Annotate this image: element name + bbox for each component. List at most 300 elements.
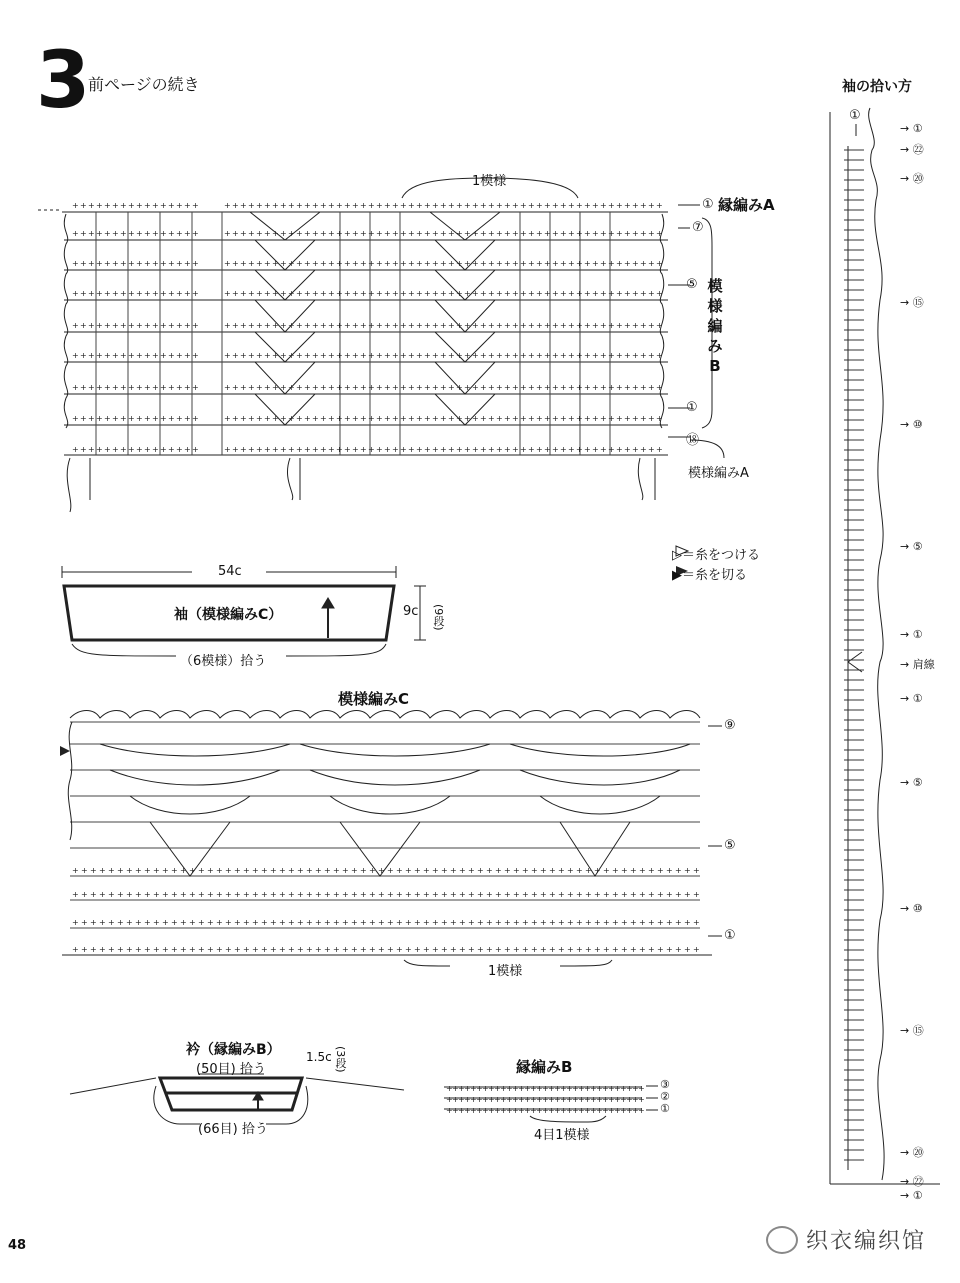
stitch-mark: + <box>368 259 375 268</box>
stitch-mark: + <box>90 945 97 954</box>
stitch-mark: + <box>360 259 367 268</box>
stitch-mark: + <box>168 201 175 210</box>
left-edge-chains <box>64 214 67 428</box>
stitch-mark: + <box>351 866 358 875</box>
stitch-mark: + <box>456 414 463 423</box>
stitch-mark: + <box>414 918 421 927</box>
stitch-mark: + <box>360 289 367 298</box>
stitch-mark: + <box>104 383 111 392</box>
stitch-mark: + <box>596 1084 603 1093</box>
stitch-mark: + <box>440 321 447 330</box>
stitch-mark: + <box>192 259 199 268</box>
stitch-mark: + <box>552 445 559 454</box>
stitch-mark: + <box>630 945 637 954</box>
stitch-mark: + <box>542 1106 549 1115</box>
stitch-mark: + <box>304 414 311 423</box>
stitch-mark: + <box>506 1084 513 1093</box>
stitch-mark: + <box>207 918 214 927</box>
stitch-mark: + <box>464 201 471 210</box>
stitch-mark: + <box>376 289 383 298</box>
stitch-mark: + <box>152 289 159 298</box>
stitch-mark: + <box>488 1106 495 1115</box>
stitch-mark: + <box>488 351 495 360</box>
stitch-mark: + <box>248 383 255 392</box>
sleeve-pickup-row-label: → ⑮ <box>900 296 924 309</box>
stitch-mark: + <box>608 351 615 360</box>
stitch-mark: + <box>261 918 268 927</box>
stitch-mark: + <box>144 383 151 392</box>
stitch-mark: + <box>264 321 271 330</box>
stitch-mark: + <box>80 414 87 423</box>
stitch-mark: + <box>560 383 567 392</box>
stitch-mark: + <box>152 445 159 454</box>
stitch-mark: + <box>368 321 375 330</box>
stitch-mark: + <box>552 259 559 268</box>
stitch-mark: + <box>513 866 520 875</box>
stitch-mark: + <box>648 414 655 423</box>
stitch-mark: + <box>152 383 159 392</box>
stitch-mark: + <box>296 321 303 330</box>
stitch-mark: + <box>120 321 127 330</box>
stitch-mark: + <box>136 259 143 268</box>
stitch-mark: + <box>144 321 151 330</box>
stitch-mark: + <box>584 259 591 268</box>
stitch-mark: + <box>560 229 567 238</box>
stitch-mark: + <box>536 1106 543 1115</box>
stitch-mark: + <box>120 351 127 360</box>
stitch-mark: + <box>328 383 335 392</box>
stitch-mark: + <box>592 229 599 238</box>
stitch-mark: + <box>486 945 493 954</box>
stitch-mark: + <box>270 866 277 875</box>
stitch-mark: + <box>128 321 135 330</box>
stitch-mark: + <box>312 259 319 268</box>
stitch-mark: + <box>584 321 591 330</box>
stitch-mark: + <box>90 918 97 927</box>
stitch-mark: + <box>448 351 455 360</box>
stitch-mark: + <box>184 321 191 330</box>
stitch-mark: + <box>112 445 119 454</box>
wechat-icon <box>766 1226 798 1254</box>
stitch-mark: + <box>472 414 479 423</box>
stitch-mark: + <box>160 259 167 268</box>
stitch-mark: + <box>572 1084 579 1093</box>
stitch-mark: + <box>624 259 631 268</box>
stitch-mark: + <box>482 1084 489 1093</box>
stitch-mark: + <box>192 383 199 392</box>
stitch-mark: + <box>352 383 359 392</box>
stitch-mark: + <box>620 1106 627 1115</box>
stitch-mark: + <box>446 1106 453 1115</box>
stitch-mark: + <box>280 351 287 360</box>
stitch-mark: + <box>656 229 663 238</box>
stitch-mark: + <box>248 229 255 238</box>
stitch-mark: + <box>544 414 551 423</box>
stitch-mark: + <box>614 1095 621 1104</box>
legend-attach: ▷＝糸をつける <box>672 548 760 563</box>
stitch-mark: + <box>112 351 119 360</box>
stitch-mark: + <box>506 1095 513 1104</box>
stitch-mark: + <box>256 201 263 210</box>
stitch-mark: + <box>648 866 655 875</box>
stitch-mark: + <box>135 945 142 954</box>
stitch-mark: + <box>544 201 551 210</box>
stitch-mark: + <box>352 445 359 454</box>
stitch-mark: + <box>441 918 448 927</box>
stitch-mark: + <box>472 351 479 360</box>
stitch-mark: + <box>603 918 610 927</box>
stitch-mark: + <box>112 289 119 298</box>
page-subtitle: 前ページの続き <box>88 75 200 94</box>
stitch-mark: + <box>522 918 529 927</box>
stitch-mark: + <box>603 890 610 899</box>
stitch-mark: + <box>666 866 673 875</box>
stitch-mark: + <box>304 383 311 392</box>
stitch-mark: + <box>144 414 151 423</box>
stitch-mark: + <box>224 321 231 330</box>
stitch-mark: + <box>632 445 639 454</box>
stitch-mark: + <box>585 945 592 954</box>
stitch-mark: + <box>693 866 700 875</box>
collar-rows: (3段) <box>334 1046 347 1073</box>
stitch-mark: + <box>264 289 271 298</box>
stitch-mark: + <box>234 866 241 875</box>
stitch-mark: + <box>560 414 567 423</box>
stitch-mark: + <box>632 383 639 392</box>
stitch-mark: + <box>560 1084 567 1093</box>
stitch-mark: + <box>520 383 527 392</box>
stitch-mark: + <box>312 289 319 298</box>
stitch-mark: + <box>616 259 623 268</box>
stitch-mark: + <box>160 229 167 238</box>
stitch-mark: + <box>384 321 391 330</box>
stitch-mark: + <box>456 445 463 454</box>
stitch-mark: + <box>396 890 403 899</box>
stitch-mark: + <box>99 890 106 899</box>
stitch-mark: + <box>414 945 421 954</box>
stitch-mark: + <box>675 890 682 899</box>
stitch-mark: + <box>602 1095 609 1104</box>
stitch-mark: + <box>488 414 495 423</box>
stitch-mark: + <box>608 1084 615 1093</box>
stitch-mark: + <box>312 229 319 238</box>
stitch-mark: + <box>104 259 111 268</box>
stitch-mark: + <box>476 1095 483 1104</box>
stitch-mark: + <box>584 1084 591 1093</box>
stitch-mark: + <box>369 866 376 875</box>
stitch-mark: + <box>602 1106 609 1115</box>
stitch-mark: + <box>520 351 527 360</box>
stitch-mark: + <box>88 383 95 392</box>
stitch-mark: + <box>80 229 87 238</box>
stitch-mark: + <box>416 383 423 392</box>
stitch-mark: + <box>72 414 79 423</box>
stitch-mark: + <box>530 1106 537 1115</box>
stitch-mark: + <box>264 259 271 268</box>
edging-b-row-3: ③ <box>660 1078 670 1091</box>
stitch-mark: + <box>656 289 663 298</box>
stitch-mark: + <box>554 1095 561 1104</box>
stitch-mark: + <box>600 445 607 454</box>
stitch-mark: + <box>614 1084 621 1093</box>
stitch-mark: + <box>592 414 599 423</box>
stitch-mark: + <box>396 945 403 954</box>
stitch-mark: + <box>567 945 574 954</box>
stitch-mark: + <box>528 351 535 360</box>
stitch-mark: + <box>224 383 231 392</box>
stitch-mark: + <box>504 918 511 927</box>
stitch-mark: + <box>184 351 191 360</box>
stitch-mark: + <box>512 351 519 360</box>
stitch-mark: + <box>638 1095 645 1104</box>
stitch-mark: + <box>112 321 119 330</box>
stitch-mark: + <box>328 289 335 298</box>
stitch-mark: + <box>612 866 619 875</box>
stitch-mark: + <box>72 445 79 454</box>
stitch-mark: + <box>405 866 412 875</box>
stitch-mark: + <box>626 1106 633 1115</box>
stitch-mark: + <box>456 201 463 210</box>
stitch-mark: + <box>568 321 575 330</box>
stitch-mark: + <box>152 201 159 210</box>
stitch-mark: + <box>376 259 383 268</box>
stitch-mark: + <box>464 229 471 238</box>
stitch-mark: + <box>408 321 415 330</box>
stitch-mark: + <box>408 383 415 392</box>
stitch-mark: + <box>512 1084 519 1093</box>
stitch-mark: + <box>512 383 519 392</box>
stitch-mark: + <box>392 414 399 423</box>
stitch-mark: + <box>456 259 463 268</box>
stitch-mark: + <box>616 383 623 392</box>
stitch-mark: + <box>600 289 607 298</box>
stitch-mark: + <box>135 918 142 927</box>
stitch-mark: + <box>171 866 178 875</box>
stitch-mark: + <box>369 945 376 954</box>
stitch-mark: + <box>632 1095 639 1104</box>
sleeve-pickup-top-marker: ① <box>849 108 861 123</box>
collar-height: 1.5c <box>306 1050 332 1064</box>
stitch-mark: + <box>495 918 502 927</box>
stitch-mark: + <box>80 351 87 360</box>
stitch-mark: + <box>576 383 583 392</box>
stitch-mark: + <box>552 351 559 360</box>
stitch-mark: + <box>616 414 623 423</box>
stitch-mark: + <box>336 414 343 423</box>
stitch-mark: + <box>80 289 87 298</box>
stitch-mark: + <box>72 289 79 298</box>
stitch-mark: + <box>640 321 647 330</box>
stitch-mark: + <box>368 229 375 238</box>
sleeve-pickup-row-label: → ① <box>900 1189 923 1202</box>
stitch-mark: + <box>160 289 167 298</box>
stitch-mark: + <box>440 414 447 423</box>
stitch-mark: + <box>160 445 167 454</box>
stitch-mark: + <box>416 201 423 210</box>
stitch-mark: + <box>312 414 319 423</box>
stitch-mark: + <box>136 351 143 360</box>
stitch-mark: + <box>352 229 359 238</box>
stitch-mark: + <box>448 383 455 392</box>
stitch-mark: + <box>488 1095 495 1104</box>
stitch-mark: + <box>320 289 327 298</box>
stitch-mark: + <box>351 890 358 899</box>
stitch-mark: + <box>666 890 673 899</box>
stitch-mark: + <box>315 945 322 954</box>
stitch-mark: + <box>272 445 279 454</box>
stitch-mark: + <box>352 321 359 330</box>
stitch-mark: + <box>126 866 133 875</box>
stitch-mark: + <box>432 890 439 899</box>
stitch-mark: + <box>666 945 673 954</box>
stitch-mark: + <box>240 414 247 423</box>
stitch-mark: + <box>608 229 615 238</box>
stitch-mark: + <box>432 229 439 238</box>
stitch-mark: + <box>256 445 263 454</box>
stitch-mark: + <box>368 445 375 454</box>
stitch-mark: + <box>136 321 143 330</box>
stitch-mark: + <box>232 201 239 210</box>
stitch-mark: + <box>240 201 247 210</box>
stitch-mark: + <box>328 229 335 238</box>
stitch-mark: + <box>216 866 223 875</box>
stitch-mark: + <box>225 866 232 875</box>
stitch-mark: + <box>549 918 556 927</box>
stitch-mark: + <box>342 866 349 875</box>
stitch-mark: + <box>536 445 543 454</box>
stitch-mark: + <box>296 414 303 423</box>
stitch-mark: + <box>224 445 231 454</box>
stitch-mark: + <box>592 351 599 360</box>
stitch-mark: + <box>264 351 271 360</box>
stitch-mark: + <box>112 201 119 210</box>
stitch-mark: + <box>452 1095 459 1104</box>
stitch-mark: + <box>512 414 519 423</box>
stitch-mark: + <box>192 201 199 210</box>
collar-bottom-pickup: (66目) 拾う <box>198 1122 268 1137</box>
stitch-mark: + <box>548 1084 555 1093</box>
stitch-mark: + <box>135 866 142 875</box>
stitch-mark: + <box>600 229 607 238</box>
stitch-mark: + <box>336 321 343 330</box>
stitch-mark: + <box>464 1106 471 1115</box>
stitch-mark: + <box>640 351 647 360</box>
stitch-mark: + <box>304 259 311 268</box>
sleeve-pickup-chain <box>848 108 884 1180</box>
stitch-mark: + <box>560 201 567 210</box>
stitch-mark: + <box>603 866 610 875</box>
stitch-mark: + <box>594 918 601 927</box>
stitch-mark: + <box>554 1106 561 1115</box>
stitch-mark: + <box>225 918 232 927</box>
stitch-mark: + <box>600 321 607 330</box>
stitch-mark: + <box>540 918 547 927</box>
stitch-mark: + <box>528 201 535 210</box>
stitch-mark: + <box>608 321 615 330</box>
stitch-mark: + <box>256 351 263 360</box>
stitch-mark: + <box>376 229 383 238</box>
stitch-mark: + <box>378 918 385 927</box>
stitch-mark: + <box>304 321 311 330</box>
stitch-mark: + <box>500 1095 507 1104</box>
stitch-mark: + <box>128 229 135 238</box>
stitch-mark: + <box>104 414 111 423</box>
stitch-mark: + <box>423 890 430 899</box>
stitch-mark: + <box>352 414 359 423</box>
stitch-mark: + <box>464 1095 471 1104</box>
stitch-mark: + <box>279 918 286 927</box>
stitch-mark: + <box>392 289 399 298</box>
stitch-mark: + <box>416 321 423 330</box>
stitch-mark: + <box>648 289 655 298</box>
stitch-mark: + <box>656 414 663 423</box>
stitch-mark: + <box>342 945 349 954</box>
stitch-mark: + <box>189 866 196 875</box>
stitch-mark: + <box>72 351 79 360</box>
stitch-mark: + <box>328 321 335 330</box>
edging-b-repeat-bracket <box>530 1116 606 1122</box>
stitch-mark: + <box>248 259 255 268</box>
stitch-mark: + <box>120 414 127 423</box>
stitch-mark: + <box>472 201 479 210</box>
stitch-mark: + <box>632 414 639 423</box>
stitch-mark: + <box>312 383 319 392</box>
stitch-mark: + <box>592 321 599 330</box>
stitch-mark: + <box>416 289 423 298</box>
stitch-mark: + <box>464 383 471 392</box>
stitch-mark: + <box>90 866 97 875</box>
stitch-mark: + <box>432 918 439 927</box>
stitch-mark: + <box>513 890 520 899</box>
stitch-mark: + <box>626 1084 633 1093</box>
stitch-mark: + <box>592 289 599 298</box>
stitch-mark: + <box>584 351 591 360</box>
stitch-mark: + <box>528 289 535 298</box>
stitch-mark: + <box>344 445 351 454</box>
stitch-mark: + <box>640 201 647 210</box>
stitch-mark: + <box>351 945 358 954</box>
stitch-mark: + <box>376 445 383 454</box>
stitch-mark: + <box>632 289 639 298</box>
stitch-mark: + <box>152 351 159 360</box>
stitch-mark: + <box>136 229 143 238</box>
stitch-mark: + <box>232 445 239 454</box>
collar-top-pickup: (50目) 拾う <box>196 1062 266 1077</box>
stitch-mark: + <box>162 866 169 875</box>
stitch-mark: + <box>568 414 575 423</box>
stitch-mark: + <box>256 229 263 238</box>
stitch-mark: + <box>504 414 511 423</box>
stitch-mark: + <box>192 289 199 298</box>
stitch-mark: + <box>224 414 231 423</box>
stitch-mark: + <box>566 1084 573 1093</box>
stitch-mark: + <box>477 890 484 899</box>
stitch-mark: + <box>232 289 239 298</box>
stitch-mark: + <box>482 1095 489 1104</box>
stitch-mark: + <box>504 259 511 268</box>
stitch-mark: + <box>252 866 259 875</box>
stitch-mark: + <box>324 866 331 875</box>
stitch-mark: + <box>408 259 415 268</box>
stitch-mark: + <box>400 259 407 268</box>
stitch-mark: + <box>384 383 391 392</box>
stitch-mark: + <box>488 445 495 454</box>
stitch-mark: + <box>520 445 527 454</box>
stitch-mark: + <box>459 945 466 954</box>
stitch-mark: + <box>608 414 615 423</box>
stitch-mark: + <box>144 259 151 268</box>
stitch-mark: + <box>608 383 615 392</box>
